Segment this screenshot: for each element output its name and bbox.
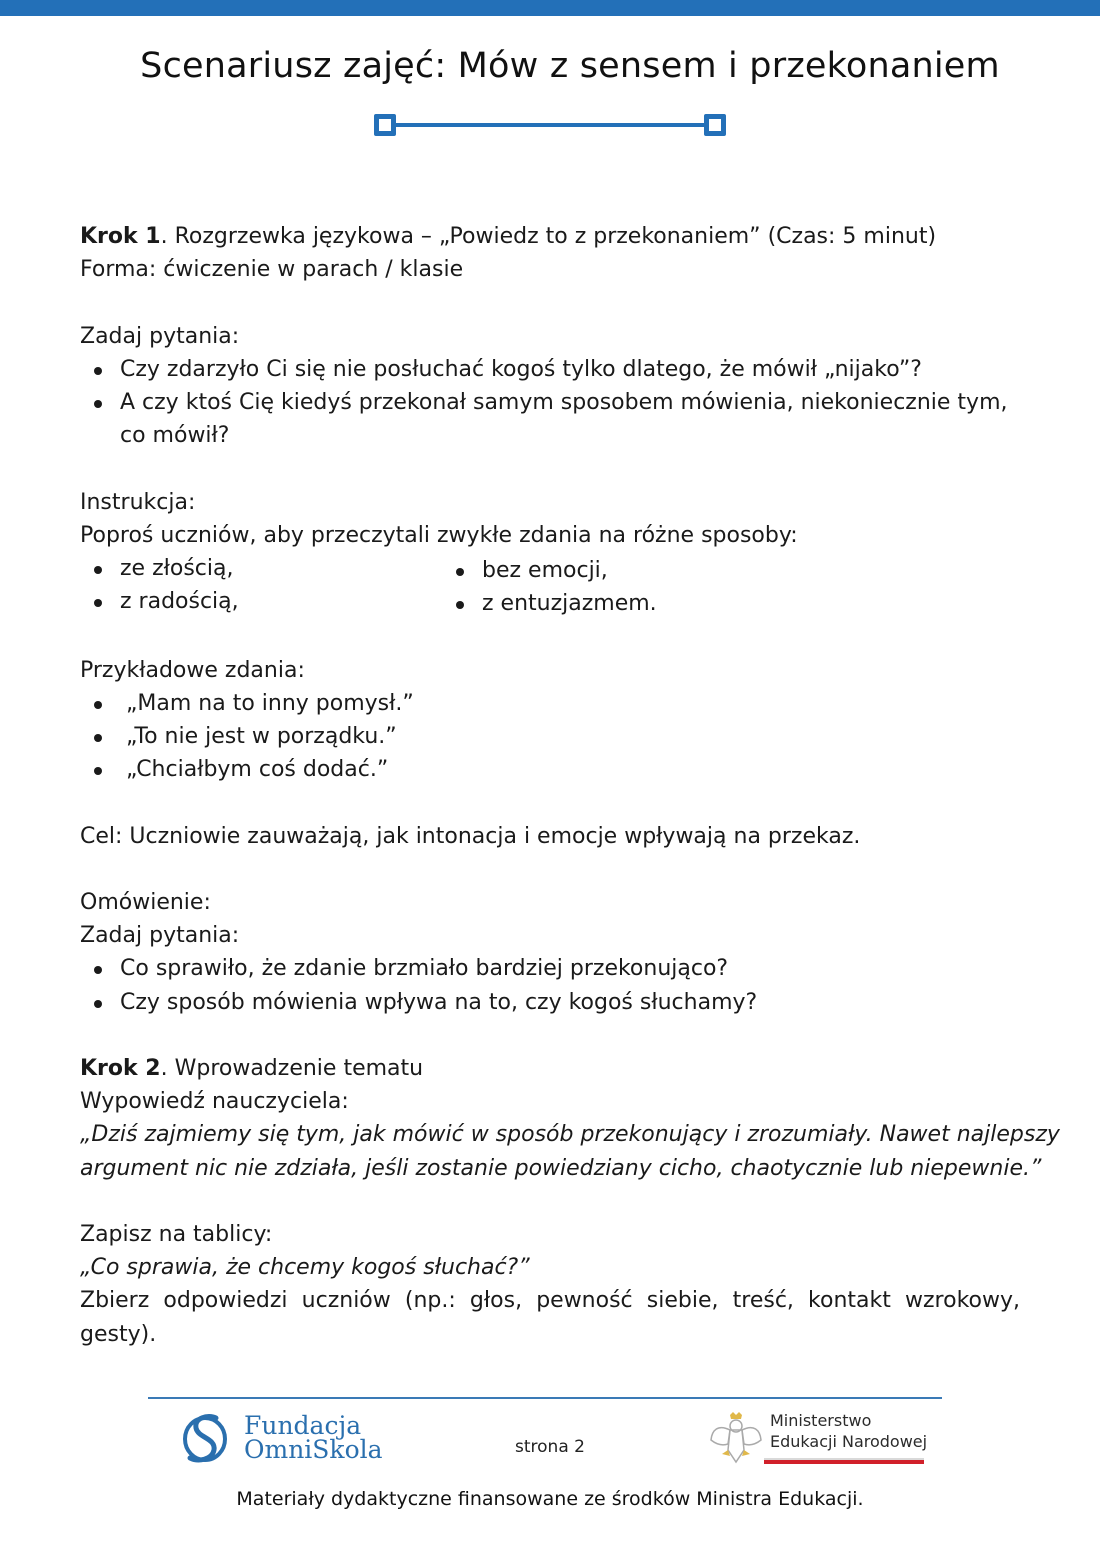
funding-note: Materiały dydaktyczne finansowane ze środków Ministra Edukacji. [236, 1488, 864, 1510]
divider-square-right-icon [704, 114, 726, 136]
step2-heading [80, 1052, 1020, 1085]
men-line2: Edukacji Narodowej [770, 1432, 928, 1451]
divider-square-left-icon [374, 114, 396, 136]
examples-label: Przykładowe zdania: [80, 657, 305, 683]
list-item: bez emocji, [442, 554, 804, 587]
questions-label: Zadaj pytania: [80, 323, 240, 349]
men-line1: Ministerstwo [770, 1411, 872, 1430]
collect-text: Zbierz odpowiedzi uczniów (np.: głos, pewność siebie, treść, kontakt wzrokowy, gesty). [80, 1288, 1020, 1347]
discussion-questions-label: Zadaj pytania: [80, 923, 240, 949]
list-item: Czy zdarzyło Ci się nie posłuchać kogoś tylko dlatego, że mówił „nijako”? [80, 353, 1020, 386]
divider-line [384, 123, 716, 127]
discussion-label: Omówienie: [80, 889, 211, 915]
polish-eagle-icon [708, 1410, 764, 1470]
list-item: „Chciałbym coś dodać.” [80, 753, 1020, 786]
instruction-label: Instrukcja: [80, 489, 196, 515]
examples-list [80, 687, 1020, 787]
footer-divider [148, 1397, 942, 1399]
board-label: Zapisz na tablicy: [80, 1221, 273, 1247]
title-divider [374, 114, 726, 136]
list-item: z radością, [80, 585, 442, 618]
discussion-questions-list [80, 952, 1020, 1018]
top-accent-bar [0, 0, 1100, 16]
list-item: z entuzjazmem. [442, 587, 804, 620]
step2-title: . Wprowadzenie tematu [160, 1055, 424, 1081]
list-item: Czy sposób mówienia wpływa na to, czy kogoś słuchamy? [80, 986, 1020, 1019]
instruction-text: Poproś uczniów, aby przeczytali zwykłe zdania na różne sposoby: [80, 522, 798, 548]
step1-title: . Rozgrzewka językowa – „Powiedz to z przekonaniem” (Czas: 5 minut) [160, 224, 937, 249]
list-item: „Mam na to inny pomysł.” [80, 687, 1020, 720]
omniskola-line1: Fundacja [244, 1411, 362, 1440]
men-logo [708, 1410, 927, 1470]
step1-heading [80, 220, 1020, 253]
teacher-quote-line2: argument nic nie zdziała, jeśli zostanie powiedziany cicho, chaotycznie lub niepewnie.” [80, 1155, 1042, 1181]
teacher-label: Wypowiedź nauczyciela: [80, 1089, 349, 1115]
page-title: Scenariusz zajęć: Mów z sensem i przekonaniem [140, 46, 1000, 86]
questions-list [80, 353, 1020, 453]
ways-list-col1 [80, 552, 442, 620]
document-body [80, 220, 1060, 1351]
list-item: Co sprawiło, że zdanie brzmiało bardziej przekonująco? [80, 952, 1020, 985]
ways-columns [80, 552, 1020, 620]
goal-text: Cel: Uczniowie zauważają, jak intonacja i emocje wpływają na przekaz. [80, 823, 861, 849]
step1-form: Forma: ćwiczenie w parach / klasie [80, 257, 464, 283]
board-quote: „Co sprawia, że chcemy kogoś słuchać?” [80, 1255, 530, 1281]
list-item: „To nie jest w porządku.” [80, 720, 1020, 753]
omniskola-line2: OmniSkola [244, 1435, 383, 1464]
flag-stripe [764, 1458, 924, 1464]
list-item: A czy ktoś Cię kiedyś przekonał samym sposobem mówienia, niekoniecznie tym, co mówił? [80, 386, 1020, 452]
teacher-quote-line1: „Dziś zajmiemy się tym, jak mówić w sposób przekonujący i zrozumiały. Nawet najlepszy [80, 1122, 1060, 1148]
ways-list-col2 [442, 554, 804, 620]
step1-label: Krok 1 [80, 224, 161, 249]
step2-label: Krok 2 [80, 1055, 161, 1081]
list-item: ze złością, [80, 552, 442, 585]
page-number: strona 2 [515, 1437, 585, 1457]
